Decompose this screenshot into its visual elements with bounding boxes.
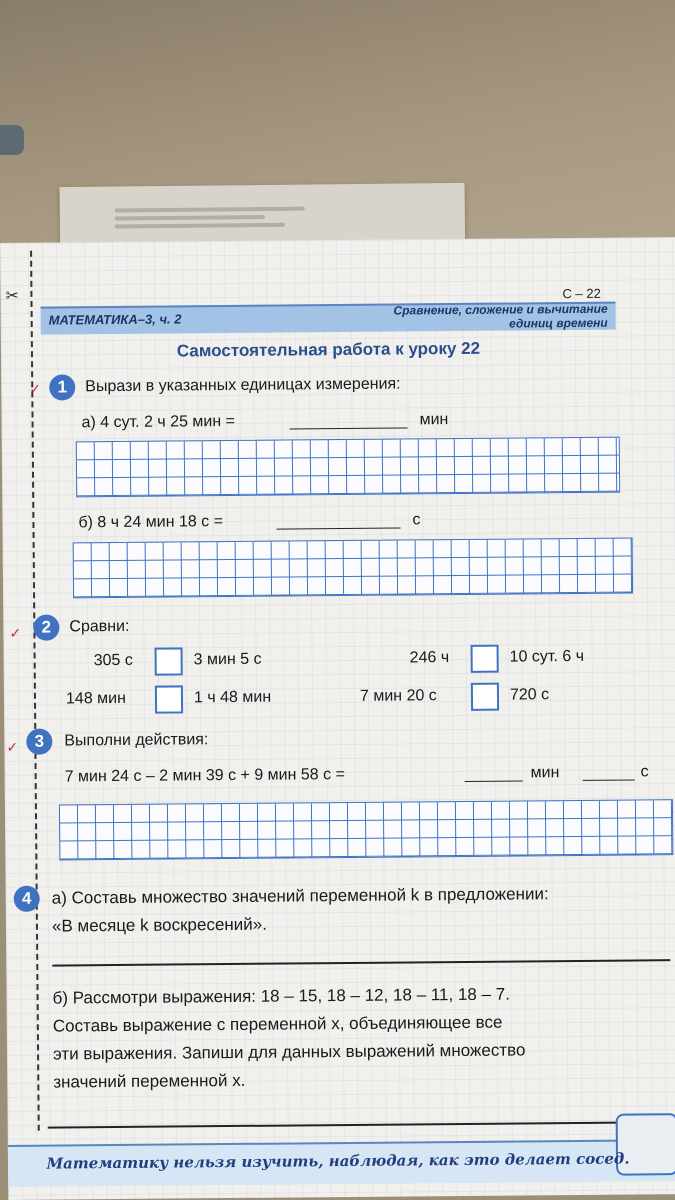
task2-number: 2 [33, 614, 59, 640]
compare-box-2[interactable] [471, 645, 499, 673]
task4a-answer-line[interactable] [52, 959, 670, 966]
check-mark-icon: ✓ [29, 380, 42, 397]
scissors-icon: ✂ [5, 287, 19, 305]
task2-instruction: Сравни: [69, 617, 130, 636]
topic-label: Сравнение, сложение и вычитание единиц времени [393, 301, 608, 331]
task3-expression: 7 мин 24 с – 2 мин 39 с + 9 мин 58 с = [64, 766, 345, 786]
compare-box-3[interactable] [155, 685, 183, 713]
task1b-grid[interactable] [73, 537, 633, 598]
task1-number: 1 [49, 374, 75, 400]
compare-left-4: 7 мин 20 с [359, 687, 437, 705]
task3-min-blank[interactable] [465, 780, 523, 782]
task4b-line3: эти выражения. Запиши для данных выражений множество [52, 1040, 526, 1064]
footer-band [8, 1139, 675, 1187]
footer-motto: Математику нельзя изучить, наблюдая, как это делает сосед. [46, 1149, 630, 1173]
compare-right-4: 720 с [509, 686, 550, 704]
task1a-answer-blank[interactable] [290, 427, 408, 429]
task1b-unit: с [412, 511, 421, 529]
compare-left-1: 305 с [93, 651, 133, 670]
task3-instruction: Выполни действия: [64, 731, 209, 750]
compare-right-3: 1 ч 48 мин [193, 688, 272, 707]
subject-label: МАТЕМАТИКА–3, ч. 2 [48, 311, 182, 328]
task4b-line2: Составь выражение с переменной x, объединяющее все [52, 1012, 503, 1036]
compare-right-1: 3 мин 5 с [193, 650, 262, 669]
compare-right-2: 10 сут. 6 ч [509, 647, 585, 666]
task1b-answer-blank[interactable] [277, 528, 401, 530]
pen-icon [0, 125, 24, 155]
task1b-expression: б) 8 ч 24 мин 18 с = [78, 513, 224, 532]
check-mark-icon: ✓ [6, 738, 19, 755]
task1a-grid[interactable] [76, 437, 620, 498]
compare-box-1[interactable] [155, 647, 183, 675]
task3-number: 3 [26, 729, 52, 755]
header-band [41, 302, 616, 335]
task1a-unit: мин [419, 411, 449, 429]
page-number: С – 22 [562, 285, 601, 302]
task3-unit-sec: с [640, 763, 649, 781]
page-title: Самостоятельная работа к уроку 22 [176, 338, 481, 361]
task4b-answer-line[interactable] [48, 1122, 633, 1129]
task3-sec-blank[interactable] [583, 779, 635, 780]
task4a-line2: «В месяце k воскресений». [51, 914, 268, 936]
task3-grid[interactable] [59, 799, 673, 860]
task1-instruction: Вырази в указанных единицах измерения: [85, 375, 401, 396]
task4a-line1: а) Составь множество значений переменной k в предложении: [51, 884, 549, 908]
compare-left-2: 246 ч [409, 649, 450, 667]
check-mark-icon: ✓ [9, 624, 22, 641]
task4b-line4: значений переменной x. [53, 1070, 246, 1092]
compare-left-3: 148 мин [65, 689, 126, 708]
compare-box-4[interactable] [471, 683, 499, 711]
task3-unit-min: мин [530, 764, 560, 782]
task4b-line1: б) Рассмотри выражения: 18 – 15, 18 – 12, 18 – 11, 18 – 7. [52, 984, 510, 1008]
task1a-expression: а) 4 сут. 2 ч 25 мин = [81, 412, 236, 432]
task4-number: 4 [14, 886, 40, 912]
worksheet-page [0, 237, 675, 1200]
